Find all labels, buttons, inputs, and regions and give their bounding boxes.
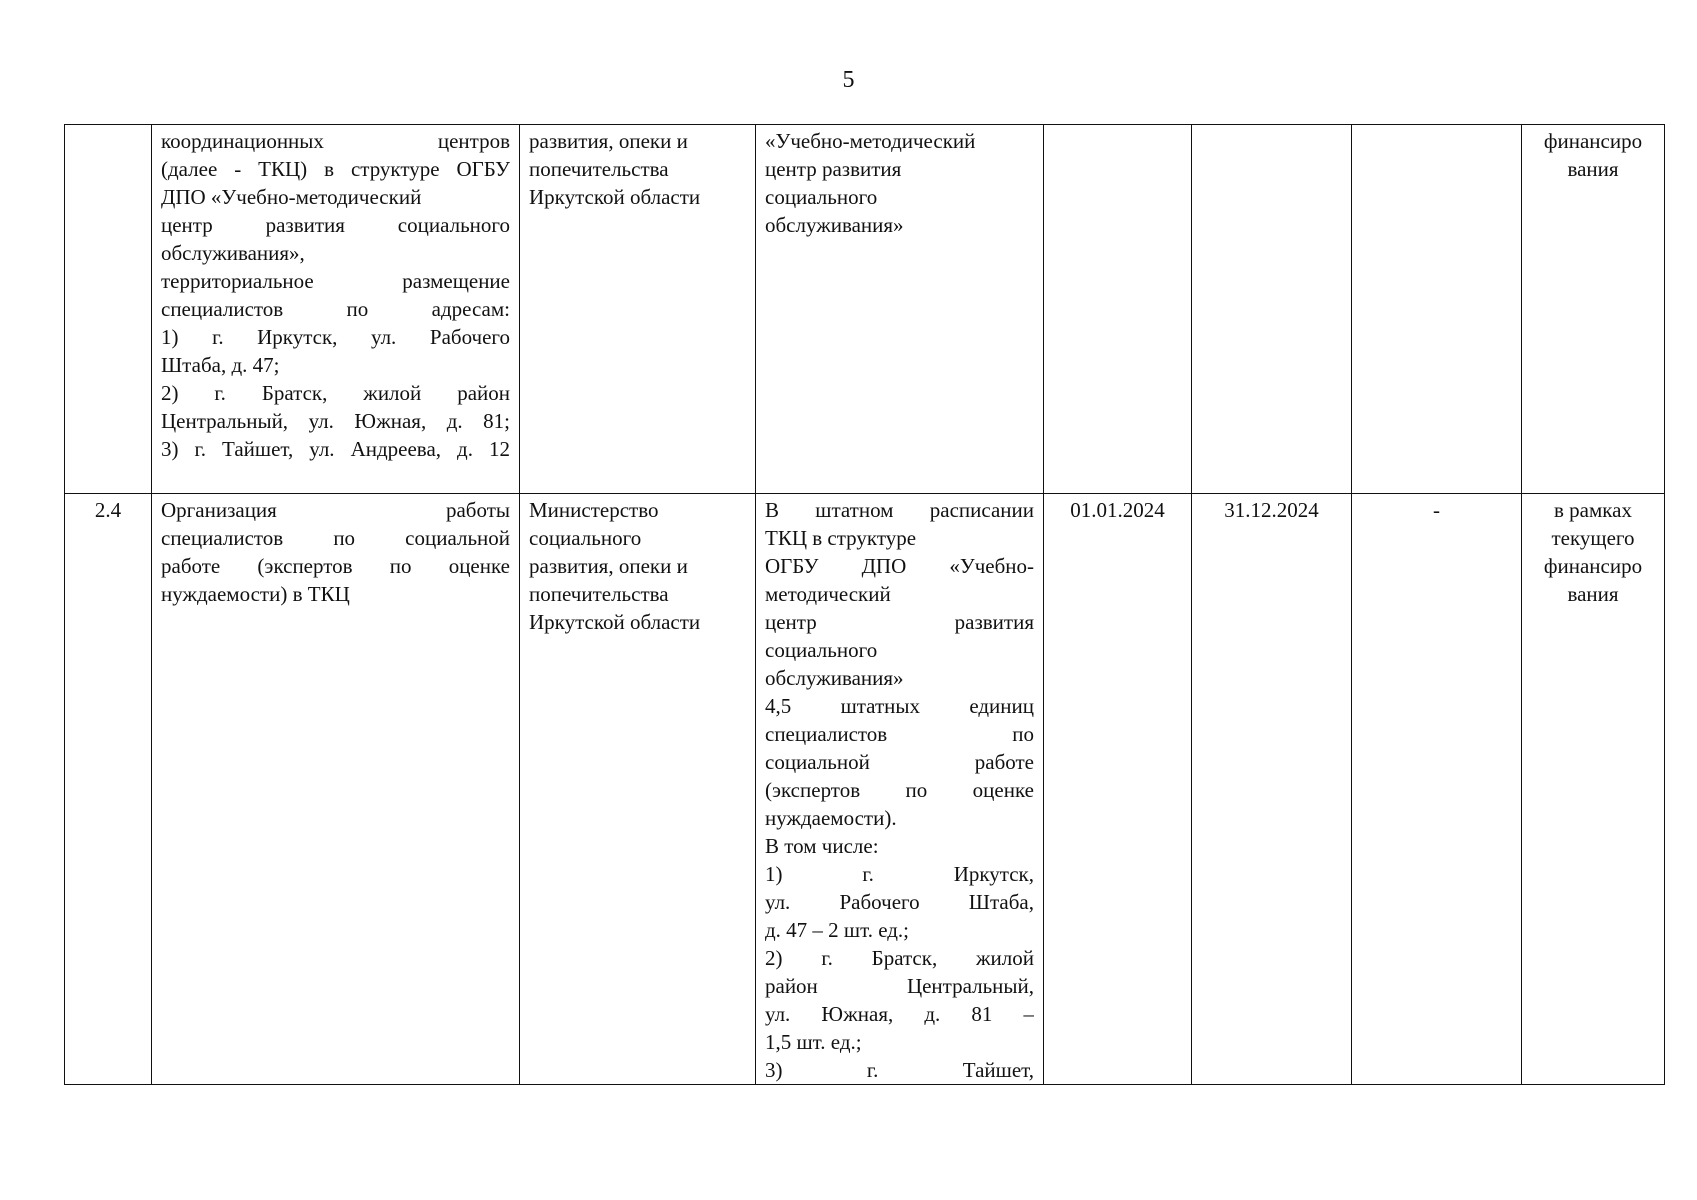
cell-number	[65, 125, 152, 494]
page-number: 5	[842, 67, 855, 93]
cell-result	[756, 125, 1044, 494]
result-line: район Центральный,	[765, 974, 1034, 998]
activity-line: Центральный, ул. Южная, д. 81;	[161, 409, 510, 433]
responsible-line: социального	[529, 526, 642, 550]
result-line: ул. Рабочего Штаба,	[765, 890, 1034, 914]
table-row	[65, 125, 1665, 494]
result-line: (экспертов по оценке	[765, 778, 1034, 802]
cell-start-date	[1044, 125, 1192, 494]
result-line: специалистов по	[765, 722, 1034, 746]
source-line: текущего	[1551, 526, 1635, 550]
result-line: ТКЦ в структуре	[765, 526, 917, 550]
activity-line: Штаба, д. 47;	[161, 353, 280, 377]
activity-line: центр развития социального	[161, 213, 510, 237]
cell-amount	[1352, 494, 1522, 1085]
responsible-line: развития, опеки и	[529, 554, 688, 578]
end-value: 31.12.2024	[1224, 498, 1319, 522]
result-line: социального	[765, 185, 878, 209]
result-line: 2) г. Братск, жилой	[765, 946, 1034, 970]
source-line: вания	[1567, 582, 1619, 606]
cell-end-date	[1192, 494, 1352, 1085]
result-line: 1,5 шт. ед.;	[765, 1030, 862, 1054]
result-line: социальной работе	[765, 750, 1034, 774]
result-line: д. 47 – 2 шт. ед.;	[765, 918, 910, 942]
responsible-line: Иркутской области	[529, 185, 701, 209]
cell-responsible	[520, 125, 756, 494]
source-line: вания	[1567, 157, 1619, 181]
responsible-line: Иркутской области	[529, 610, 701, 634]
result-line: ОГБУ ДПО «Учебно-	[765, 554, 1034, 578]
activity-line: ДПО «Учебно-методический	[161, 185, 422, 209]
responsible-line: развития, опеки и	[529, 129, 688, 153]
source-line: финансиро	[1543, 129, 1643, 153]
cell-responsible	[520, 494, 756, 1085]
activity-line: 1) г. Иркутск, ул. Рабочего	[161, 325, 510, 349]
activity-line: специалистов по адресам:	[161, 297, 510, 321]
result-line: методический	[765, 582, 891, 606]
cell-funding-source	[1522, 494, 1665, 1085]
start-value: 01.01.2024	[1070, 498, 1165, 522]
result-line: обслуживания»	[765, 666, 904, 690]
result-line: ул. Южная, д. 81 –	[765, 1002, 1034, 1026]
table-row	[65, 494, 1665, 1085]
measures-table	[64, 124, 1665, 1085]
activity-line: 3) г. Тайшет, ул. Андреева, д. 12	[161, 437, 510, 461]
result-line: В штатном расписании	[765, 498, 1034, 522]
result-line: «Учебно-методический	[765, 129, 976, 153]
activity-line: Организация работы	[161, 498, 510, 522]
activity-line: нуждаемости) в ТКЦ	[161, 582, 350, 606]
responsible-line: попечительства	[529, 582, 669, 606]
result-line: обслуживания»	[765, 213, 904, 237]
activity-line: координационных центров	[161, 129, 510, 153]
cell-end-date	[1192, 125, 1352, 494]
responsible-line: попечительства	[529, 157, 669, 181]
cell-amount	[1352, 125, 1522, 494]
num-value: 2.4	[94, 498, 122, 522]
result-line: 1) г. Иркутск,	[765, 862, 1034, 886]
activity-line: специалистов по социальной	[161, 526, 510, 550]
cell-activity	[152, 494, 520, 1085]
result-line: социального	[765, 638, 878, 662]
cell-activity	[152, 125, 520, 494]
activity-line: территориальное размещение	[161, 269, 510, 293]
result-line: 4,5 штатных единиц	[765, 694, 1034, 718]
amount-value: -	[1433, 498, 1440, 522]
activity-line: работе (экспертов по оценке	[161, 554, 510, 578]
activity-line: 2) г. Братск, жилой район	[161, 381, 510, 405]
cell-result	[756, 494, 1044, 1085]
result-line: 3) г. Тайшет,	[765, 1058, 1034, 1082]
source-line: финансиро	[1543, 554, 1643, 578]
cell-funding-source	[1522, 125, 1665, 494]
source-line: в рамках	[1554, 498, 1632, 522]
responsible-line: Министерство	[529, 498, 659, 522]
activity-line: обслуживания»,	[161, 241, 305, 265]
result-line: центр развития	[765, 610, 1034, 634]
activity-line: (далее - ТКЦ) в структуре ОГБУ	[161, 157, 510, 181]
cell-start-date	[1044, 494, 1192, 1085]
cell-number	[65, 494, 152, 1085]
result-line: нуждаемости).	[765, 806, 897, 830]
result-line: В том числе:	[765, 834, 879, 858]
result-line: центр развития	[765, 157, 902, 181]
